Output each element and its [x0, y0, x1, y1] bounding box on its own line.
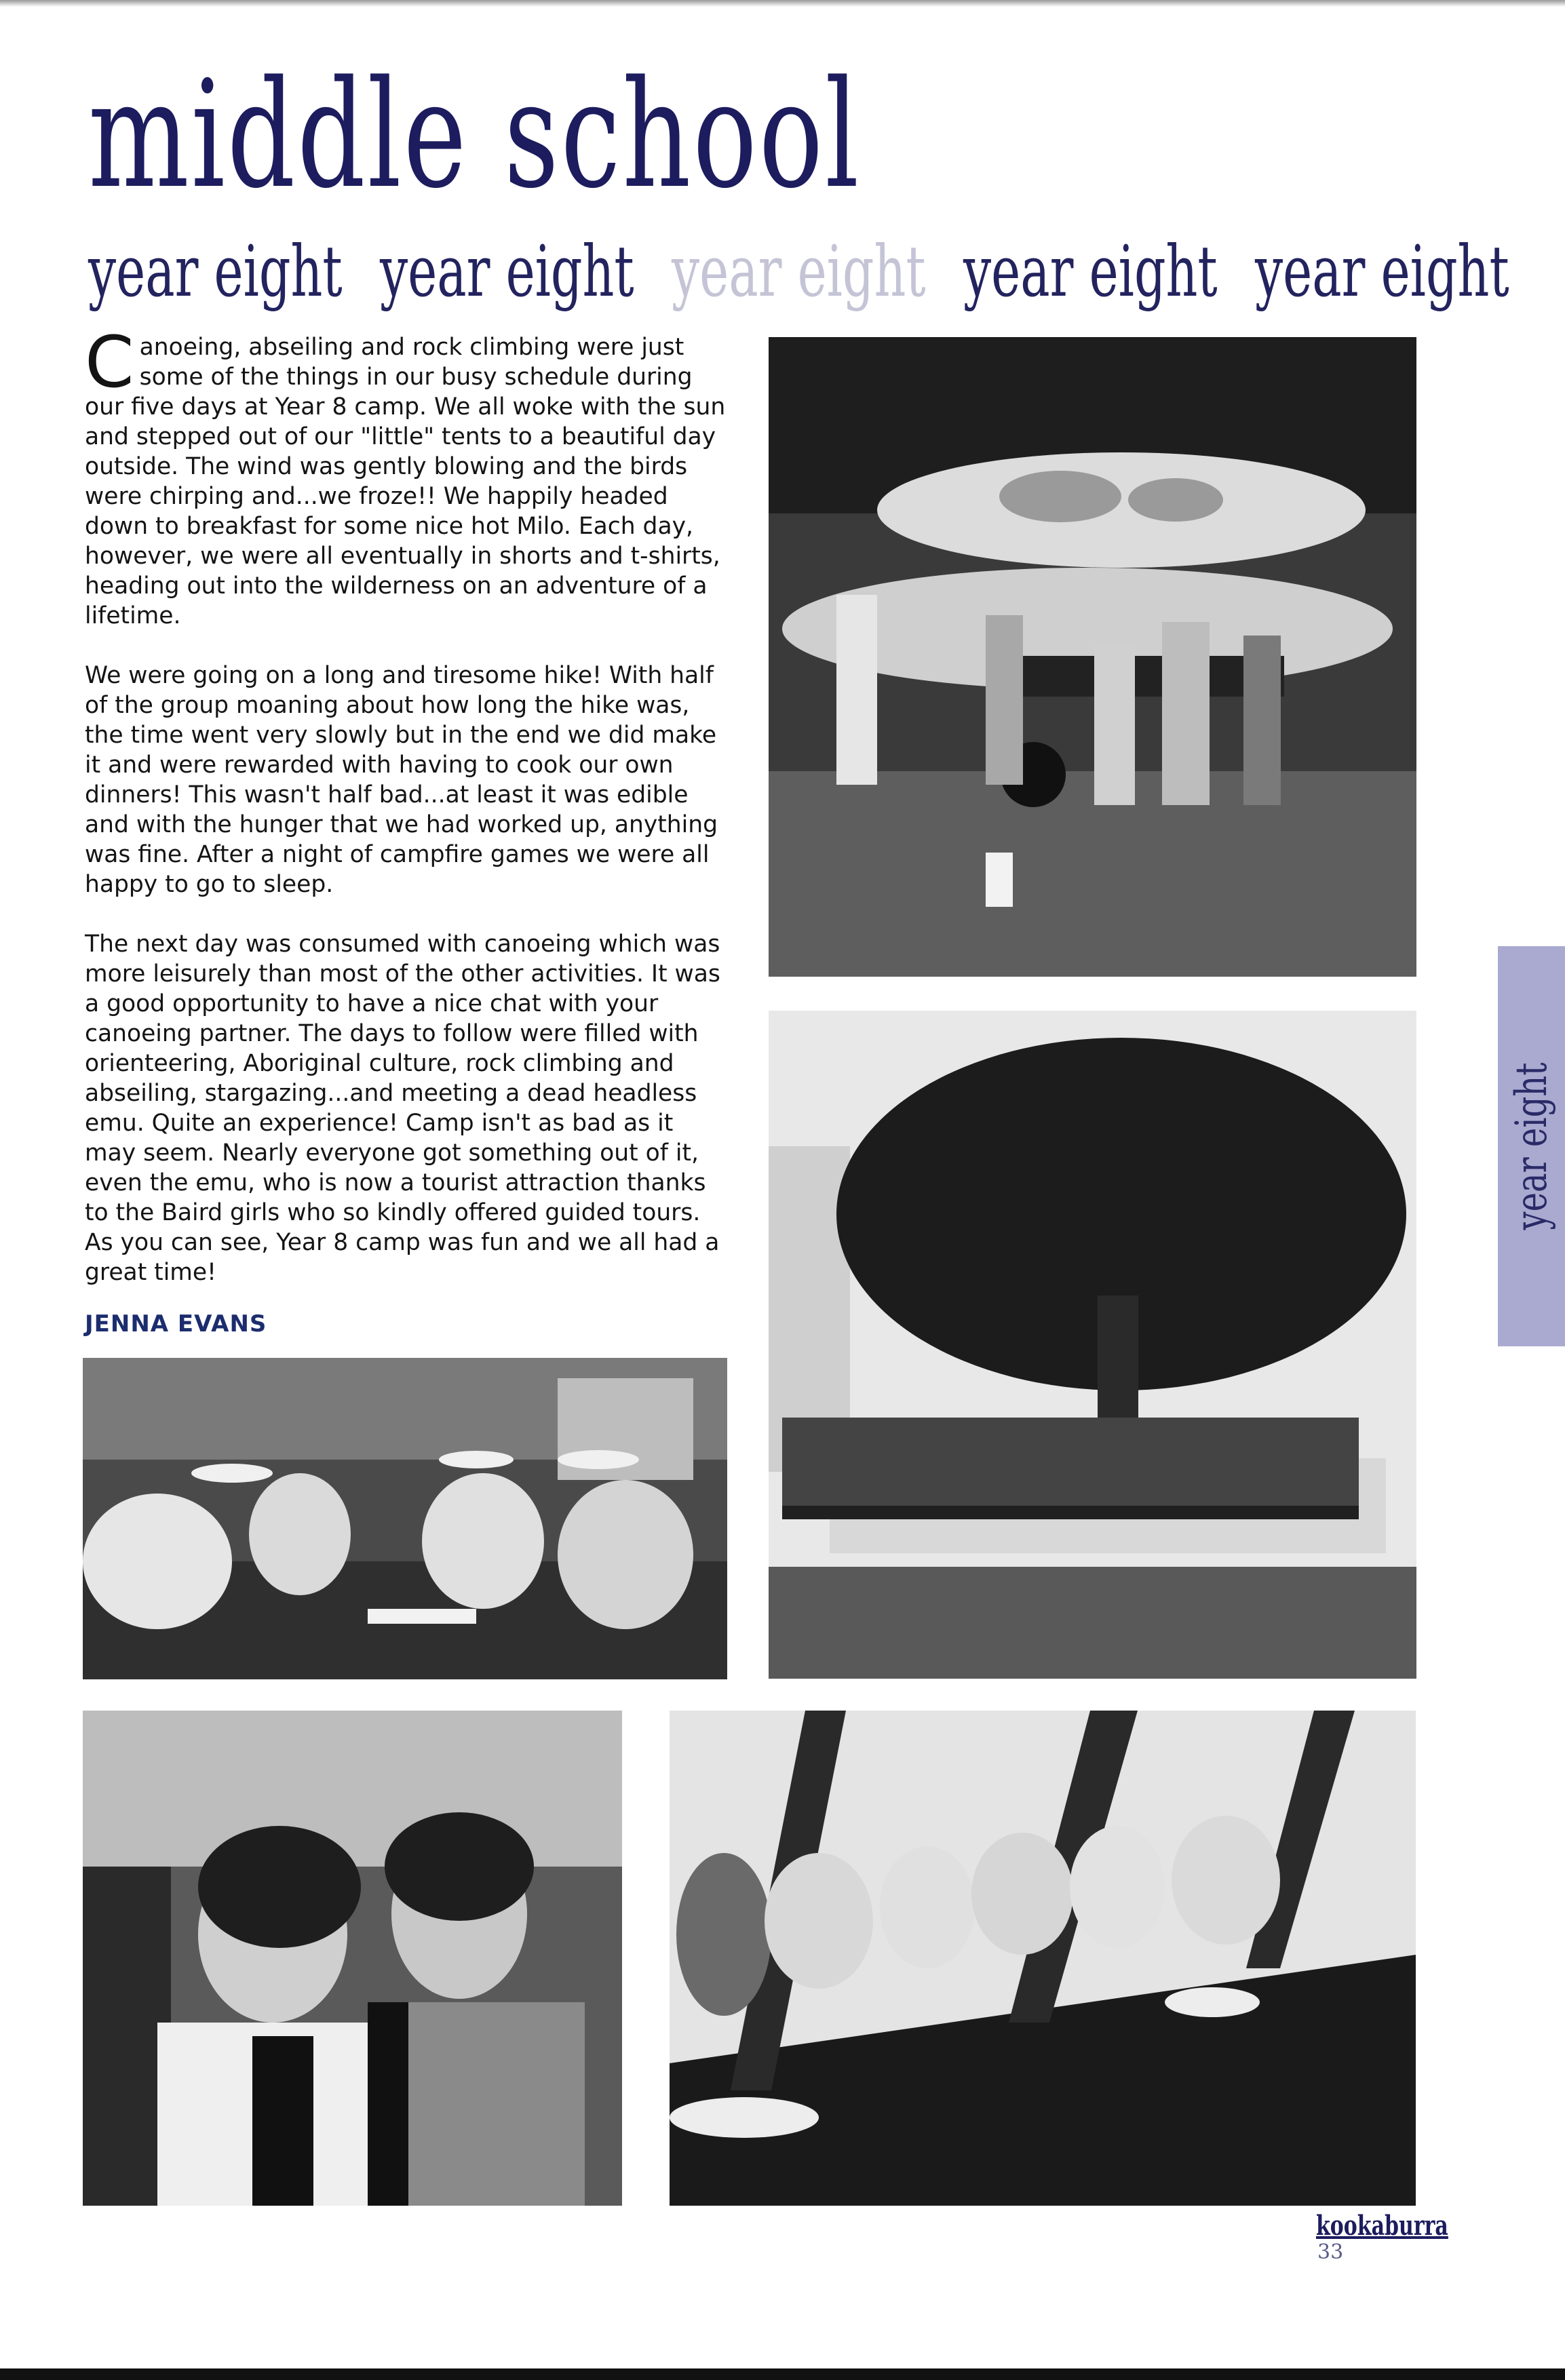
footer-page-number: 33: [1317, 2240, 1344, 2264]
footer-magazine-name: kookaburra: [1316, 2210, 1448, 2242]
photo-students-grass: [83, 1358, 727, 1679]
page-top-edge: [0, 0, 1565, 7]
article-paragraph-3: The next day was consumed with canoeing which was more leisurely than most of the other activities. It was a good opportunity to have a nice chat with your canoeing partner. The days to follow were filled with orienteering, Aboriginal culture, rock climbing and abseiling, stargazing...and meeting a dead headless emu. Quite an experience! Camp isn't as bad as it may seem. Nearly everyone got something out of it, even the emu, who is now a tourist attraction thanks to the Baird girls who so kindly offered guided tours. As you can see, Year 8 camp was fun and we all had a great time!: [85, 931, 720, 1286]
side-tab: [1498, 946, 1565, 1346]
year-eight-banner: [88, 224, 1513, 319]
banner-word-2: year eight: [380, 230, 634, 313]
page-title: middle school: [88, 50, 862, 221]
photo-tree-students: [769, 1011, 1416, 1679]
photo-students-window: [670, 1711, 1416, 2206]
banner-word-3: year eight: [672, 230, 926, 313]
article-body: [85, 321, 729, 1317]
paragraph-1-text: anoeing, abseiling and rock climbing were just some of the things in our busy schedule during our five days at Year 8 camp. We all woke with the sun and stepped out of our "little" tents to a beautiful day outside. The wind was gently blowing and the birds were chirping and...we froze!! We happily headed down to breakfast for some nice hot Milo. Each day, however, we were all eventually in shorts and t-shirts, heading out into the wilderness on an adventure of a lifetime.: [85, 334, 726, 629]
banner-word-1: year eight: [88, 230, 343, 313]
article-paragraph-1: [85, 321, 729, 631]
photo-canoes-trailer: [769, 337, 1416, 977]
article-paragraph-2: We were going on a long and tiresome hike! With half of the group moaning about how long the hike was, the time went very slowly but in the end we did make it and were rewarded with having to cook our own dinners! This wasn't half bad...at least it was edible and with the hunger that we had worked up, anything was fine. After a night of campfire games we were all happy to go to sleep.: [85, 662, 718, 898]
banner-word-5: year eight: [1255, 230, 1509, 313]
page-bottom-edge: [0, 2368, 1565, 2380]
drop-cap: C: [85, 321, 134, 404]
article-author: JENNA EVANS: [85, 1310, 267, 1338]
photo-two-girls: [83, 1711, 622, 2206]
banner-word-4: year eight: [963, 230, 1218, 313]
side-tab-label: year eight: [1506, 1062, 1557, 1230]
